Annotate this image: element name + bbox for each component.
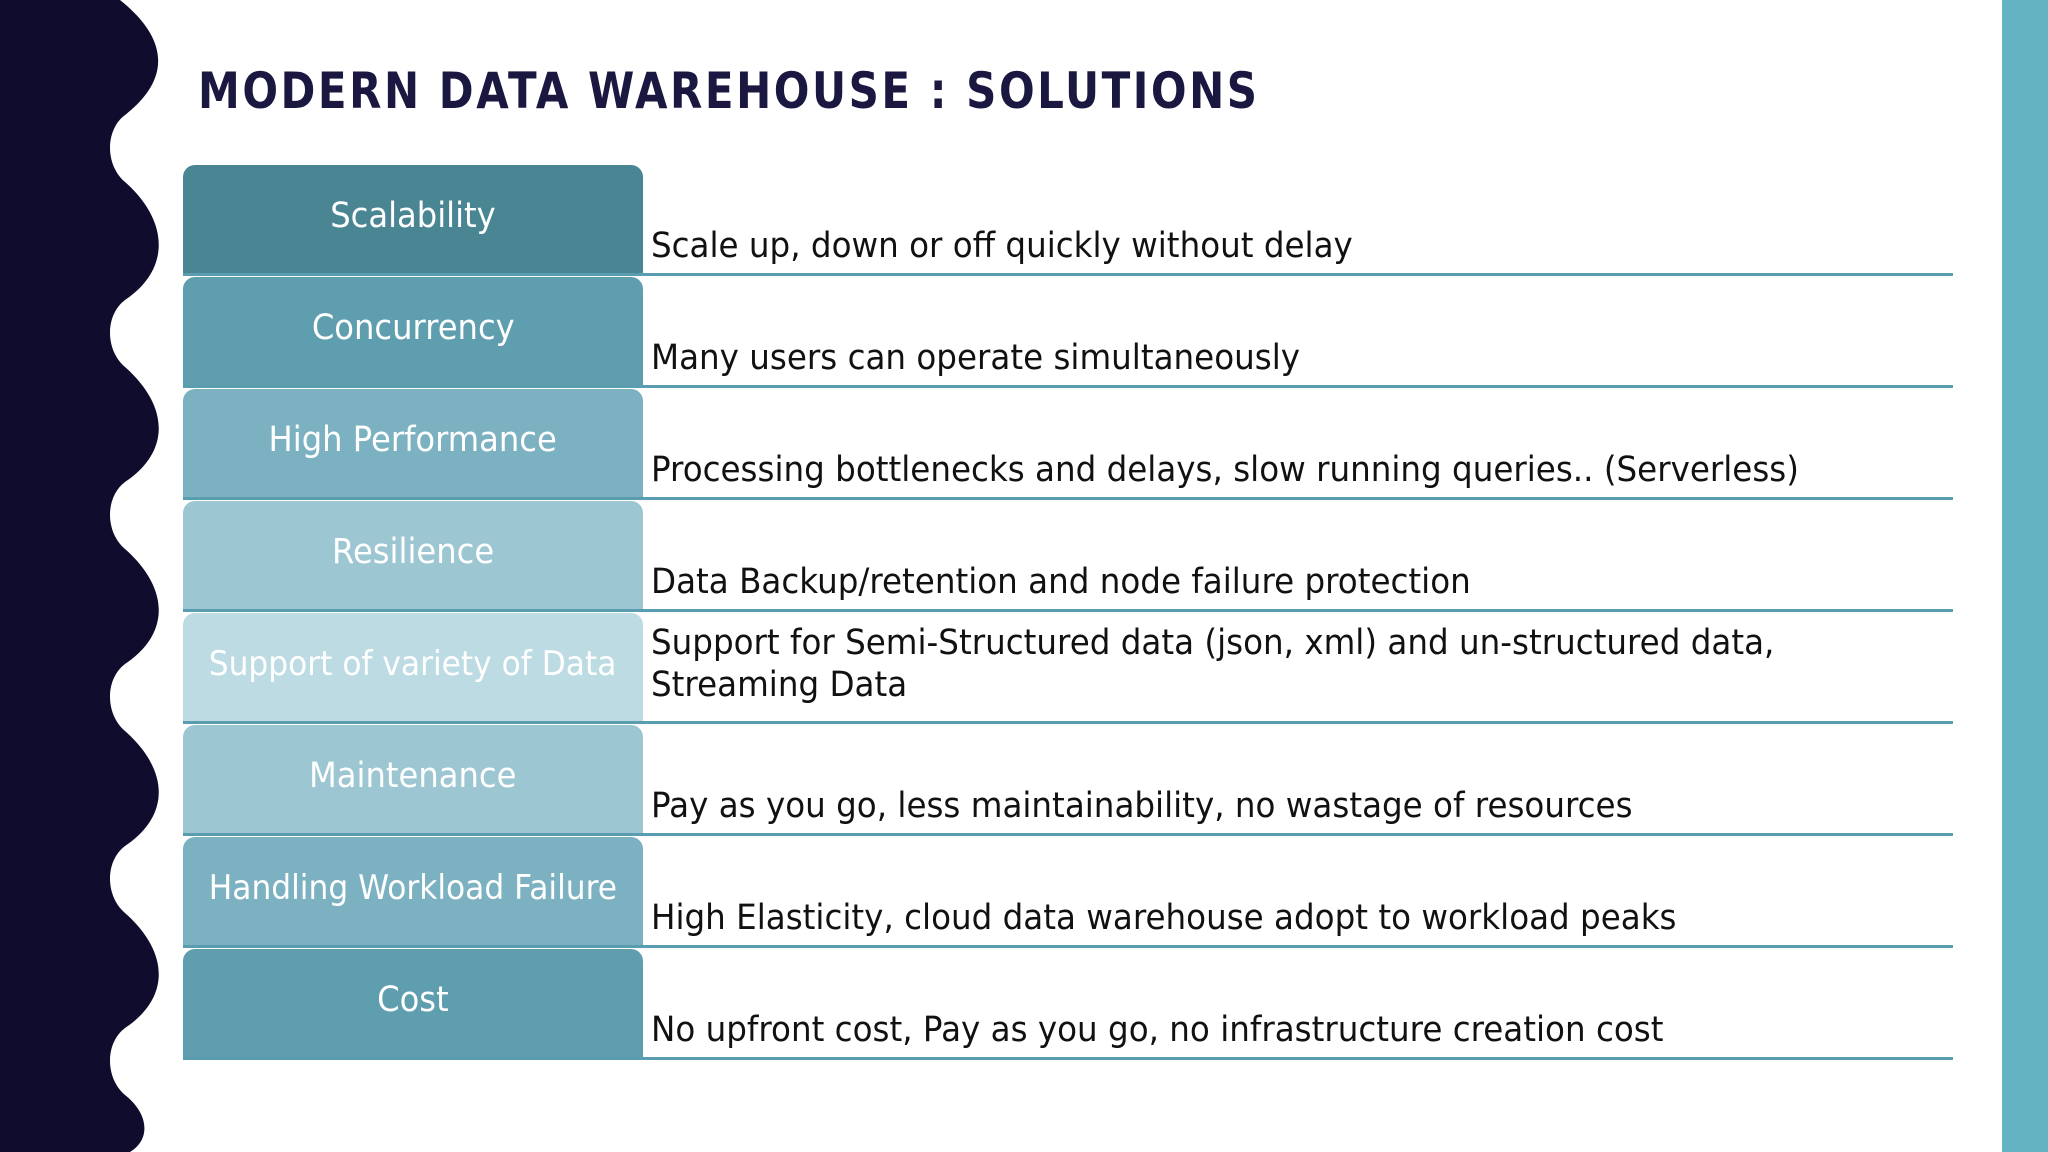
row-label: Handling Workload Failure xyxy=(208,868,618,908)
row-description: Support for Semi-Structured data (json, xml) and un-structured data, Streaming Data xyxy=(651,623,1775,705)
row-description-box xyxy=(643,613,1953,721)
row-description: Data Backup/retention and node failure protection xyxy=(651,562,1471,602)
row-label: High Performance xyxy=(268,420,558,460)
left-wave-decoration xyxy=(0,0,160,1152)
row-label: Maintenance xyxy=(309,756,517,796)
table-row xyxy=(183,613,1953,725)
row-label: Resilience xyxy=(331,532,495,572)
row-description: Pay as you go, less maintainability, no wastage of resources xyxy=(651,786,1633,826)
slide-title: MODERN DATA WAREHOUSE : SOLUTIONS xyxy=(198,62,1260,120)
table-row xyxy=(183,501,1953,613)
row-divider xyxy=(183,1057,1953,1060)
solutions-table xyxy=(183,165,1953,1061)
row-label: Cost xyxy=(377,980,449,1020)
row-label-box xyxy=(183,501,643,609)
row-label-box xyxy=(183,837,643,945)
row-divider xyxy=(183,609,1953,612)
row-divider xyxy=(183,497,1953,500)
row-label: Scalability xyxy=(330,196,496,236)
right-accent-band xyxy=(2002,0,2048,1152)
row-description-box xyxy=(643,725,1953,833)
row-divider xyxy=(183,721,1953,724)
row-description: Processing bottlenecks and delays, slow running queries.. (Serverless) xyxy=(651,450,1799,490)
row-label-box xyxy=(183,389,643,497)
table-row xyxy=(183,837,1953,949)
row-description-box xyxy=(643,165,1953,273)
row-description: Scale up, down or off quickly without delay xyxy=(651,226,1353,266)
row-description-box xyxy=(643,949,1953,1057)
row-divider xyxy=(183,945,1953,948)
table-row xyxy=(183,949,1953,1061)
row-label-box xyxy=(183,613,643,721)
table-row xyxy=(183,389,1953,501)
row-description-box xyxy=(643,501,1953,609)
table-row xyxy=(183,165,1953,277)
row-description-box xyxy=(643,389,1953,497)
row-divider xyxy=(183,385,1953,388)
table-row xyxy=(183,277,1953,389)
row-label: Support of variety of Data xyxy=(209,644,617,684)
row-label: Concurrency xyxy=(311,308,515,348)
row-description-box xyxy=(643,837,1953,945)
row-label-box xyxy=(183,277,643,385)
row-divider xyxy=(183,833,1953,836)
row-description: No upfront cost, Pay as you go, no infrastructure creation cost xyxy=(651,1010,1664,1050)
row-label-box xyxy=(183,725,643,833)
row-description: Many users can operate simultaneously xyxy=(651,338,1301,378)
row-divider xyxy=(183,273,1953,276)
row-description: High Elasticity, cloud data warehouse adopt to workload peaks xyxy=(651,898,1677,938)
row-label-box xyxy=(183,165,643,273)
row-description-box xyxy=(643,277,1953,385)
row-label-box xyxy=(183,949,643,1057)
table-row xyxy=(183,725,1953,837)
